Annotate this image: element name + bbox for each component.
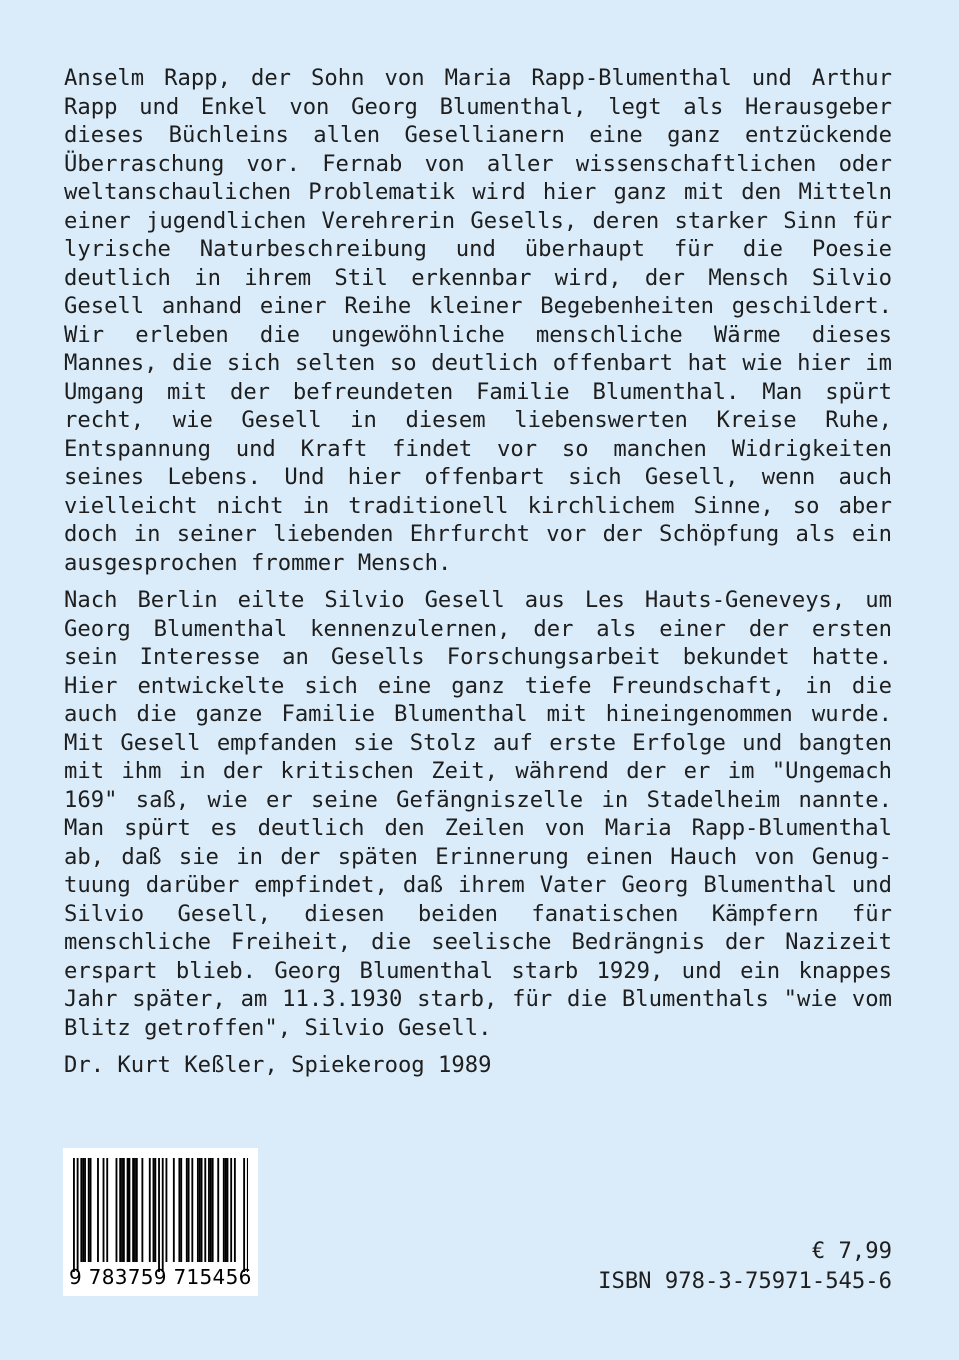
barcode-bar [129, 1158, 131, 1262]
barcode-bar [132, 1158, 134, 1262]
blurb-paragraph-1: Anselm Rapp, der Sohn von Maria Rapp-Blumenthal und Arthur Rapp und Enkel von Georg Blumenthal, legt als Herausgeber dieses Büchleins allen Gesellianern eine ganz entzückende Überraschung vor. Fernab von aller wissenschaftlichen oder weltanschaulichen Problematik wird hier ganz mit den Mitteln einer jugendlichen Verehrerin Gesells, deren starker Sinn für lyrische Naturbeschreibung und überhaupt für die Poesie deutlich in ihrem Stil erkennbar wird, der Mensch Silvio Gesell anhand einer Reihe kleiner Begebenheiten geschildert. Wir erleben die ungewöhnliche menschliche Wärme dieses Mannes, die sich selten so deutlich offenbart hat wie hier im Umgang mit der befreundeten Familie Blumenthal. Man spürt recht, wie Gesell in diesem liebenswerten Kreise Ruhe, Entspannung und Kraft findet vor so manchen Widrigkeiten seines Lebens. Und hier offenbart sich Gesell, wenn auch vielleicht nicht in traditionell kirchlichem Sinne, so aber doch in seiner liebenden Ehrfurcht vor der Schöpfung als ein ausgesprochen frommer Mensch. [64, 65, 892, 576]
barcode-bar [134, 1158, 136, 1262]
barcode-bar [84, 1158, 86, 1262]
isbn-number: ISBN 978-3-75971-545-6 [598, 1268, 892, 1294]
barcode-bar [116, 1158, 118, 1262]
barcode-bar [212, 1158, 214, 1262]
barcode-bar [201, 1158, 203, 1262]
barcode-bar [208, 1158, 210, 1262]
isbn-barcode [63, 1148, 258, 1296]
price: € 7,99 [811, 1238, 892, 1264]
barcode-bar [180, 1158, 182, 1262]
barcode-bar [210, 1158, 212, 1262]
barcode-bar [247, 1158, 248, 1272]
barcode-bar [217, 1158, 219, 1262]
barcode-bar [127, 1158, 129, 1262]
barcode-bar [227, 1158, 229, 1262]
blurb-paragraph-2: Nach Berlin eilte Silvio Gesell aus Les Hauts-Geneveys, um Georg Blumenthal kennenzulernen, der als einer der ersten sein Interesse an Gesells Forschungsarbeit bekundet hatte. Hier entwickelte sich eine ganz tiefe Freundschaft, in die auch die ganze Familie Blumenthal mit hineingenommen wurde. Mit Gesell empfanden sie Stolz auf erste Erfolge und bangten mit ihm in der kritischen Zeit, während der er im "Ungemach 169" saß, wie er seine Gefängniszelle in Stadelheim nannte. Man spürt es deutlich den Zeilen von Maria Rapp-Blumenthal ab, daß sie in der späten Erinnerung einen Hauch von Genugtuung darüber empfindet, daß ihrem Vater Georg Blumenthal und Silvio Gesell, diesen beiden fanatischen Kämpfern für menschliche Freiheit, die seelische Bedrängnis der Nazizeit erspart blieb. Georg Blumenthal starb 1929, und ein knappes Jahr später, am 11.3.1930 starb, für die Blumenthals "wie vom Blitz getroffen", Silvio Gesell. [64, 587, 892, 1041]
barcode-bar [88, 1158, 90, 1262]
barcode-bar [119, 1158, 121, 1262]
barcode-bar [166, 1158, 168, 1262]
barcode-bar [149, 1158, 151, 1262]
barcode-bar [186, 1158, 188, 1262]
barcode-bar [97, 1158, 99, 1262]
barcode-bar [80, 1158, 82, 1262]
barcode-bar [141, 1158, 143, 1262]
barcode-bar [243, 1158, 245, 1272]
barcode-bar [199, 1158, 201, 1262]
barcode-bar [225, 1158, 227, 1262]
author-signature: Dr. Kurt Keßler, Spiekeroog 1989 [64, 1052, 492, 1078]
barcode-bar [162, 1158, 164, 1272]
barcode-bar [191, 1158, 193, 1262]
barcode-bar [223, 1158, 225, 1262]
barcode-bar [178, 1158, 180, 1262]
barcode-bar [234, 1158, 236, 1262]
barcode-bar [106, 1158, 108, 1262]
barcode-bar [103, 1158, 105, 1262]
barcode-bar [188, 1158, 190, 1262]
barcode-bar [230, 1158, 232, 1262]
barcode-bars [73, 1158, 248, 1272]
barcode-bar [73, 1158, 75, 1272]
barcode-bar [82, 1158, 84, 1262]
barcode-bar [153, 1158, 155, 1262]
barcode-bar [77, 1158, 79, 1272]
barcode-bar [154, 1158, 156, 1262]
barcode-bar [123, 1158, 125, 1262]
barcode-bar [204, 1158, 206, 1262]
barcode-bar [173, 1158, 175, 1262]
blurb-text [64, 64, 892, 1089]
barcode-bar [90, 1158, 92, 1262]
barcode-bar [121, 1158, 123, 1262]
barcode-digits: 9 783759 715456 [69, 1265, 252, 1289]
barcode-bar [197, 1158, 199, 1262]
barcode-bar [136, 1158, 138, 1262]
barcode-bar [158, 1158, 160, 1272]
price-block [598, 1236, 892, 1296]
